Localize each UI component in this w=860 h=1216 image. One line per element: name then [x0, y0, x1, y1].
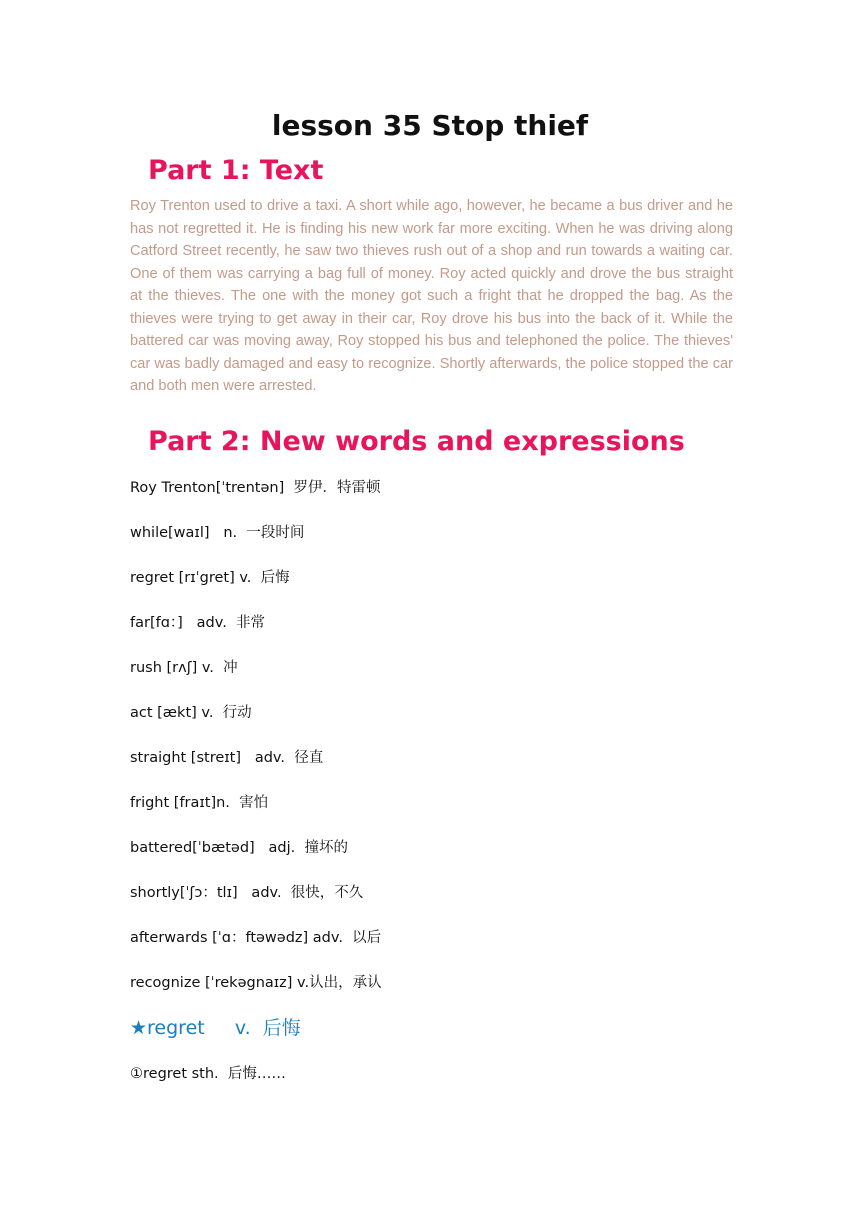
vocab-item: rush [rʌʃ] v. 冲	[130, 660, 238, 676]
part2-heading: Part 2: New words and expressions	[148, 426, 685, 457]
vocabulary-list	[130, 476, 382, 1016]
lesson-title: lesson 35 Stop thief	[271, 109, 589, 142]
regret-usage-line: ①regret sth. 后悔……	[130, 1066, 286, 1082]
vocab-item: while[waɪl] n. 一段时间	[130, 525, 305, 541]
vocab-item: shortly[ˈʃɔ：tlɪ] adv. 很快，不久	[130, 885, 364, 901]
vocab-item: recognize [ˈrekəgnaɪz] v.认出，承认	[130, 975, 382, 991]
vocab-item: afterwards [ˈɑ：ftəwədz] adv. 以后	[130, 930, 382, 946]
vocab-item: far[fɑ：] adv. 非常	[130, 615, 266, 631]
lesson-passage: Roy Trenton used to drive a taxi. A short while ago, however, he became a bus driver and he has not regretted it. He is finding his new work far more exciting. When he was driving along Catford Street recently, he saw two thieves rush out of a shop and run towards a waiting car. One of them was carrying a bag full of money. Roy acted quickly and drove the bus straight at the thieves. The one with the money got such a fright that he dropped the bag. As the thieves were trying to get away in their car, Roy drove his bus into the back of it. While the battered car was moving away, Roy stopped his bus and telephoned the police. The thieves' car was badly damaged and easy to recognize. Shortly afterwards, the police stopped the car and both men were arrested.	[130, 198, 733, 394]
vocab-item: battered[ˈbætəd] adj. 撞坏的	[130, 840, 348, 856]
part1-heading: Part 1: Text	[148, 155, 324, 186]
vocab-item: regret [rɪˈgret] v. 后悔	[130, 570, 290, 586]
vocab-item: act [ækt] v. 行动	[130, 705, 252, 721]
vocab-item: Roy Trenton[ˈtrentən] 罗伊．特雷顿	[130, 480, 381, 496]
vocab-item: fright [fraɪt]n. 害怕	[130, 795, 269, 811]
regret-star-heading: ★regret v. 后悔	[130, 1017, 301, 1039]
vocab-item: straight [streɪt] adv. 径直	[130, 750, 324, 766]
